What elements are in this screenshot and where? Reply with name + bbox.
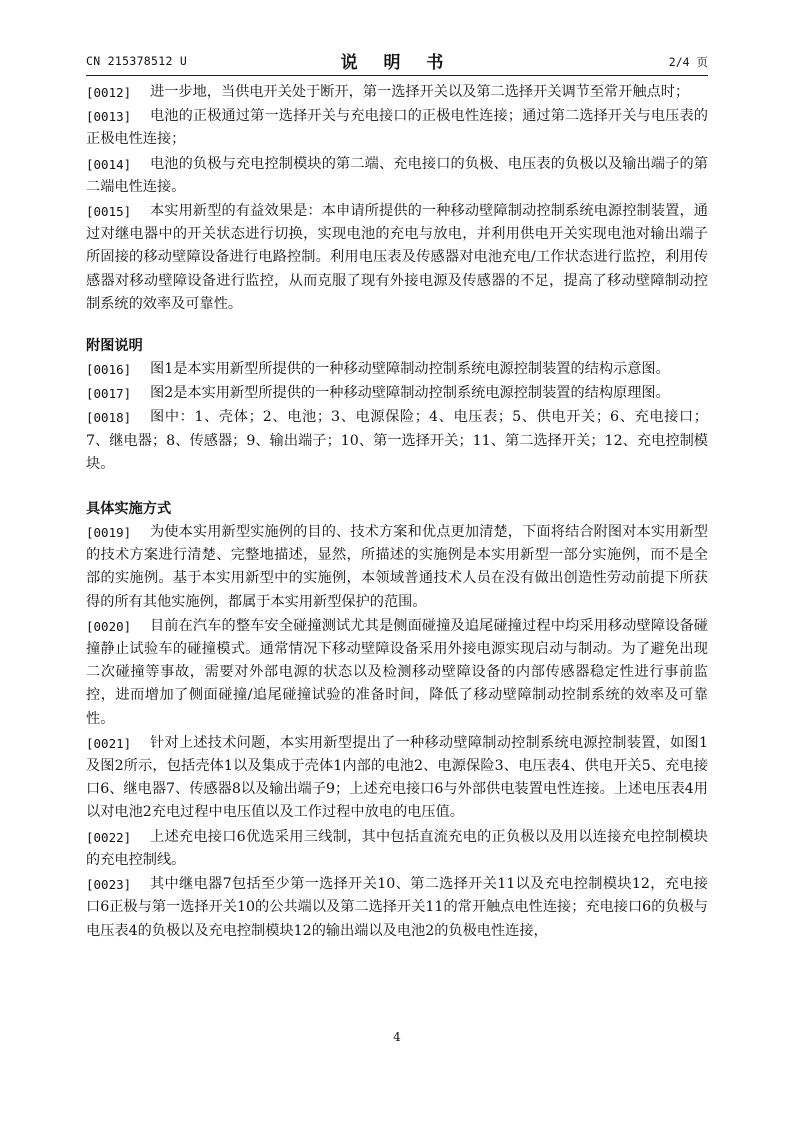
- paragraph-text: 上述充电接口6优选采用三线制，其中包括直流充电的正负极以及用以连接充电控制模块的充电控制线。: [86, 828, 708, 868]
- paragraph-0013: [86, 105, 708, 151]
- paragraph-number: [0012]: [86, 85, 132, 100]
- page-indicator: 2/4 页: [668, 55, 708, 69]
- section-heading-figures: 附图说明: [86, 338, 143, 355]
- paragraph-0015: [86, 200, 708, 316]
- paragraph-0014: [86, 153, 708, 199]
- paragraph-text: 其中继电器7包括至少第一选择开关10、第二选择开关11以及充电控制模块12，充电接口6正极与第一选择开关10的公共端以及第二选择开关11的常开触点电性连接；充电接口6的负极与电压表4的负极以及充电控制模块12的输出端以及电池2的负极电性连接，: [86, 876, 708, 939]
- paragraph-number: [0019]: [86, 525, 132, 541]
- paragraph-number: [0023]: [86, 877, 132, 893]
- paragraph-text: 为使本实用新型实施例的目的、技术方案和优点更加清楚，下面将结合附图对本实用新型的技术方案进行清楚、完整地描述，显然，所描述的实施例是本实用新型一部分实施例，而不是全部的实施例。基于本实用新型中的实施例，本领域普通技术人员在没有做出创造性劳动前提下所获得的所有其他实施例，都属于本实用新型保护的范围。: [86, 524, 708, 610]
- section-heading-embodiment: 具体实施方式: [86, 501, 172, 518]
- paragraph-number: [0020]: [86, 618, 132, 634]
- paragraph-text: 图2是本实用新型所提供的一种移动壁障制动控制系统电源控制装置的结构原理图。: [150, 385, 670, 402]
- paragraph-text: 电池的正极通过第一选择开关与充电接口的正极电性连接；通过第二选择开关与电压表的正极电性连接；: [86, 108, 708, 148]
- paragraph-text: 图1是本实用新型所提供的一种移动壁障制动控制系统电源控制装置的结构示意图。: [150, 361, 670, 378]
- paragraph-0017: [86, 382, 708, 405]
- paragraph-number: [0021]: [86, 735, 132, 751]
- document-title: 说 明 书: [340, 53, 454, 73]
- patent-number: CN 215378512 U: [86, 54, 188, 68]
- paragraph-text: 本实用新型的有益效果是：本申请所提供的一种移动壁障制动控制系统电源控制装置，通过对继电器中的开关状态进行切换，实现电池的充电与放电，并利用供电开关实现电池对输出端子所固接的移动壁障设备进行电路控制。利用电压表及传感器对电池充电/工作状态进行监控，利用传感器对移动壁障设备进行监控，从而克服了现有外接电源及传感器的不足，提高了移动壁障制动控制系统的效率及可靠性。: [86, 203, 708, 312]
- document-body: [86, 81, 708, 944]
- paragraph-0012: [86, 81, 708, 104]
- header-divider: [86, 75, 708, 76]
- paragraph-text: 目前在汽车的整车安全碰撞测试尤其是侧面碰撞及追尾碰撞过程中均采用移动壁障设备碰撞静止试验车的碰撞模式。通常情况下移动壁障设备采用外接电源实现启动与制动。为了避免出现二次碰撞等事故，需要对外部电源的状态以及检测移动壁障设备的内部传感器稳定性进行事前监控，进而增加了侧面碰撞/追尾碰撞试验的准备时间，降低了移动壁障制动控制系统的效率及可靠性。: [86, 617, 708, 727]
- paragraph-number: [0017]: [86, 386, 132, 402]
- paragraph-number: [0016]: [86, 362, 132, 378]
- page-header: [86, 48, 708, 74]
- paragraph-0018: [86, 406, 708, 476]
- paragraph-text: 图中：1、壳体；2、电池；3、电源保险；4、电压表；5、供电开关；6、充电接口；7、继电器；8、传感器；9、输出端子；10、第一选择开关；11、第二选择开关；12、充电控制模块。: [86, 409, 708, 472]
- paragraph-text: 进一步地，当供电开关处于断开，第一选择开关以及第二选择开关调节至常开触点时；: [150, 84, 690, 100]
- paragraph-0016: [86, 358, 708, 381]
- paragraph-number: [0014]: [86, 156, 132, 172]
- paragraph-text: 针对上述技术问题，本实用新型提出了一种移动壁障制动控制系统电源控制装置，如图1及图2所示，包括壳体1以及集成于壳体1内部的电池2、电源保险3、电压表4、供电开关5、充电接口6、继电器7、传感器8以及输出端子9；上述充电接口6与外部供电装置电性连接。上述电压表4用以对电池2充电过程中电压值以及工作过程中放电的电压值。: [86, 734, 708, 821]
- page-number: 4: [393, 1030, 401, 1044]
- paragraph-0022: [86, 826, 708, 872]
- paragraph-number: [0013]: [86, 109, 132, 125]
- paragraph-0019: [86, 521, 708, 614]
- paragraph-0023: [86, 873, 708, 943]
- paragraph-number: [0015]: [86, 204, 132, 220]
- paragraph-text: 电池的负极与充电控制模块的第二端、充电接口的负极、电压表的负极以及输出端子的第二端电性连接。: [86, 155, 708, 195]
- paragraph-number: [0018]: [86, 410, 132, 426]
- paragraph-number: [0022]: [86, 829, 132, 845]
- paragraph-0021: [86, 732, 708, 825]
- paragraph-0020: [86, 615, 708, 731]
